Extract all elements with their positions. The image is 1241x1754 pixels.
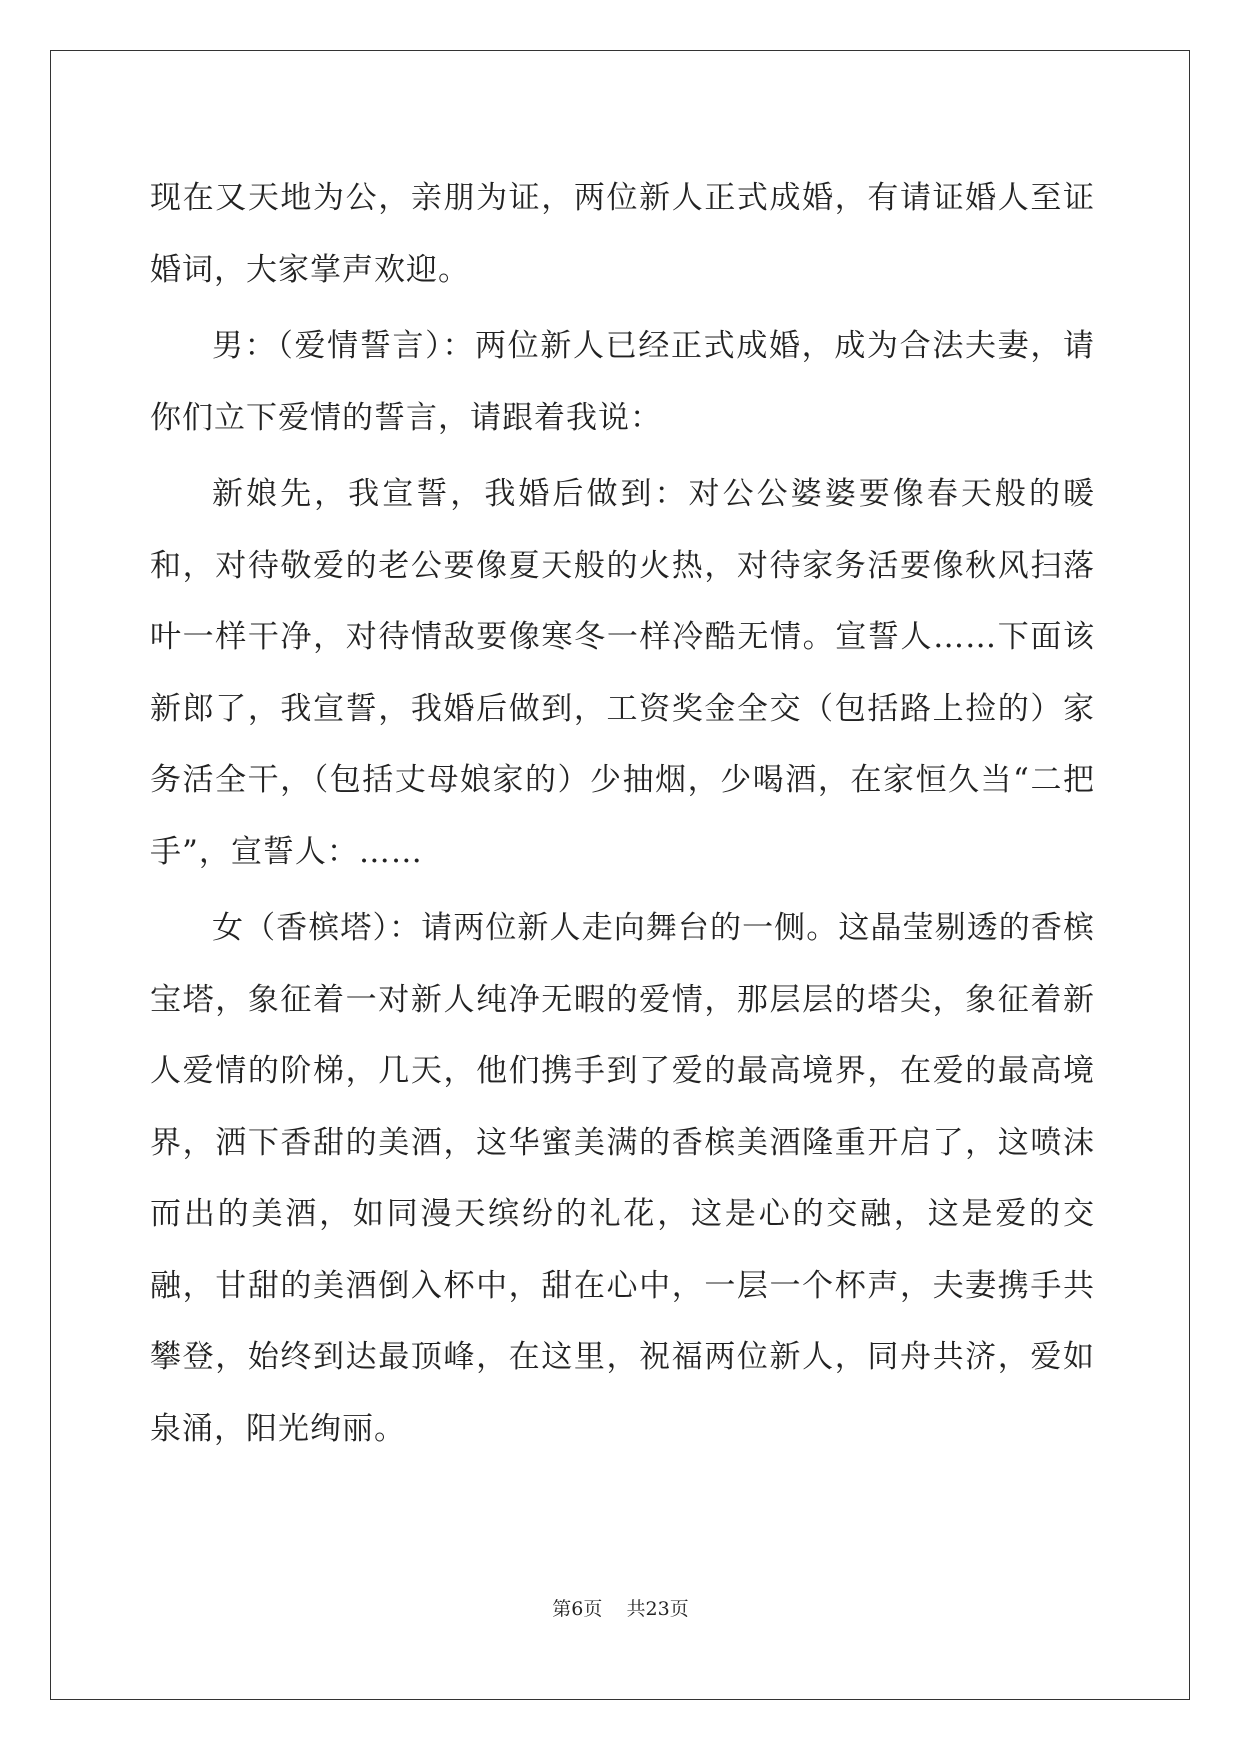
page-footer xyxy=(0,1594,1241,1621)
paragraph-4: 女（香槟塔）：请两位新人走向舞台的一侧。这晶莹剔透的香槟宝塔，象征着一对新人纯净无暇的爱情，那层层的塔尖，象征着新人爱情的阶梯，几天，他们携手到了爱的最高境界，在爱的最高境界，洒下香甜的美酒，这华蜜美满的香槟美酒隆重开启了，这喷沫而出的美酒，如同漫天缤纷的礼花，这是心的交融，这是爱的交融，甘甜的美酒倒入杯中，甜在心中，一层一个杯声，夫妻携手共攀登，始终到达最顶峰，在这里，祝福两位新人，同舟共济，爱如泉涌，阳光绚丽。 xyxy=(150,910,1095,1447)
paragraph-1: 现在又天地为公，亲朋为证，两位新人正式成婚，有请证婚人至证婚词，大家掌声欢迎。 xyxy=(150,180,1095,288)
paragraph-2: 男：（爱情誓言）：两位新人已经正式成婚，成为合法夫妻，请你们立下爱情的誓言，请跟着我说： xyxy=(150,328,1095,436)
paragraph-3: 新娘先，我宣誓，我婚后做到：对公公婆婆要像春天般的暖和，对待敬爱的老公要像夏天般的火热，对待家务活要像秋风扫落叶一样干净，对待情敌要像寒冬一样冷酷无情。宣誓人……下面该新郎了，我宣誓，我婚后做到，工资奖金全交（包括路上捡的）家务活全干，（包括丈母娘家的）少抽烟，少喝酒，在家恒久当“二把手”，宣誓人：…… xyxy=(150,476,1095,870)
document-body xyxy=(150,163,1095,1470)
page-number-label: 第6页 共23页 xyxy=(552,1598,689,1620)
